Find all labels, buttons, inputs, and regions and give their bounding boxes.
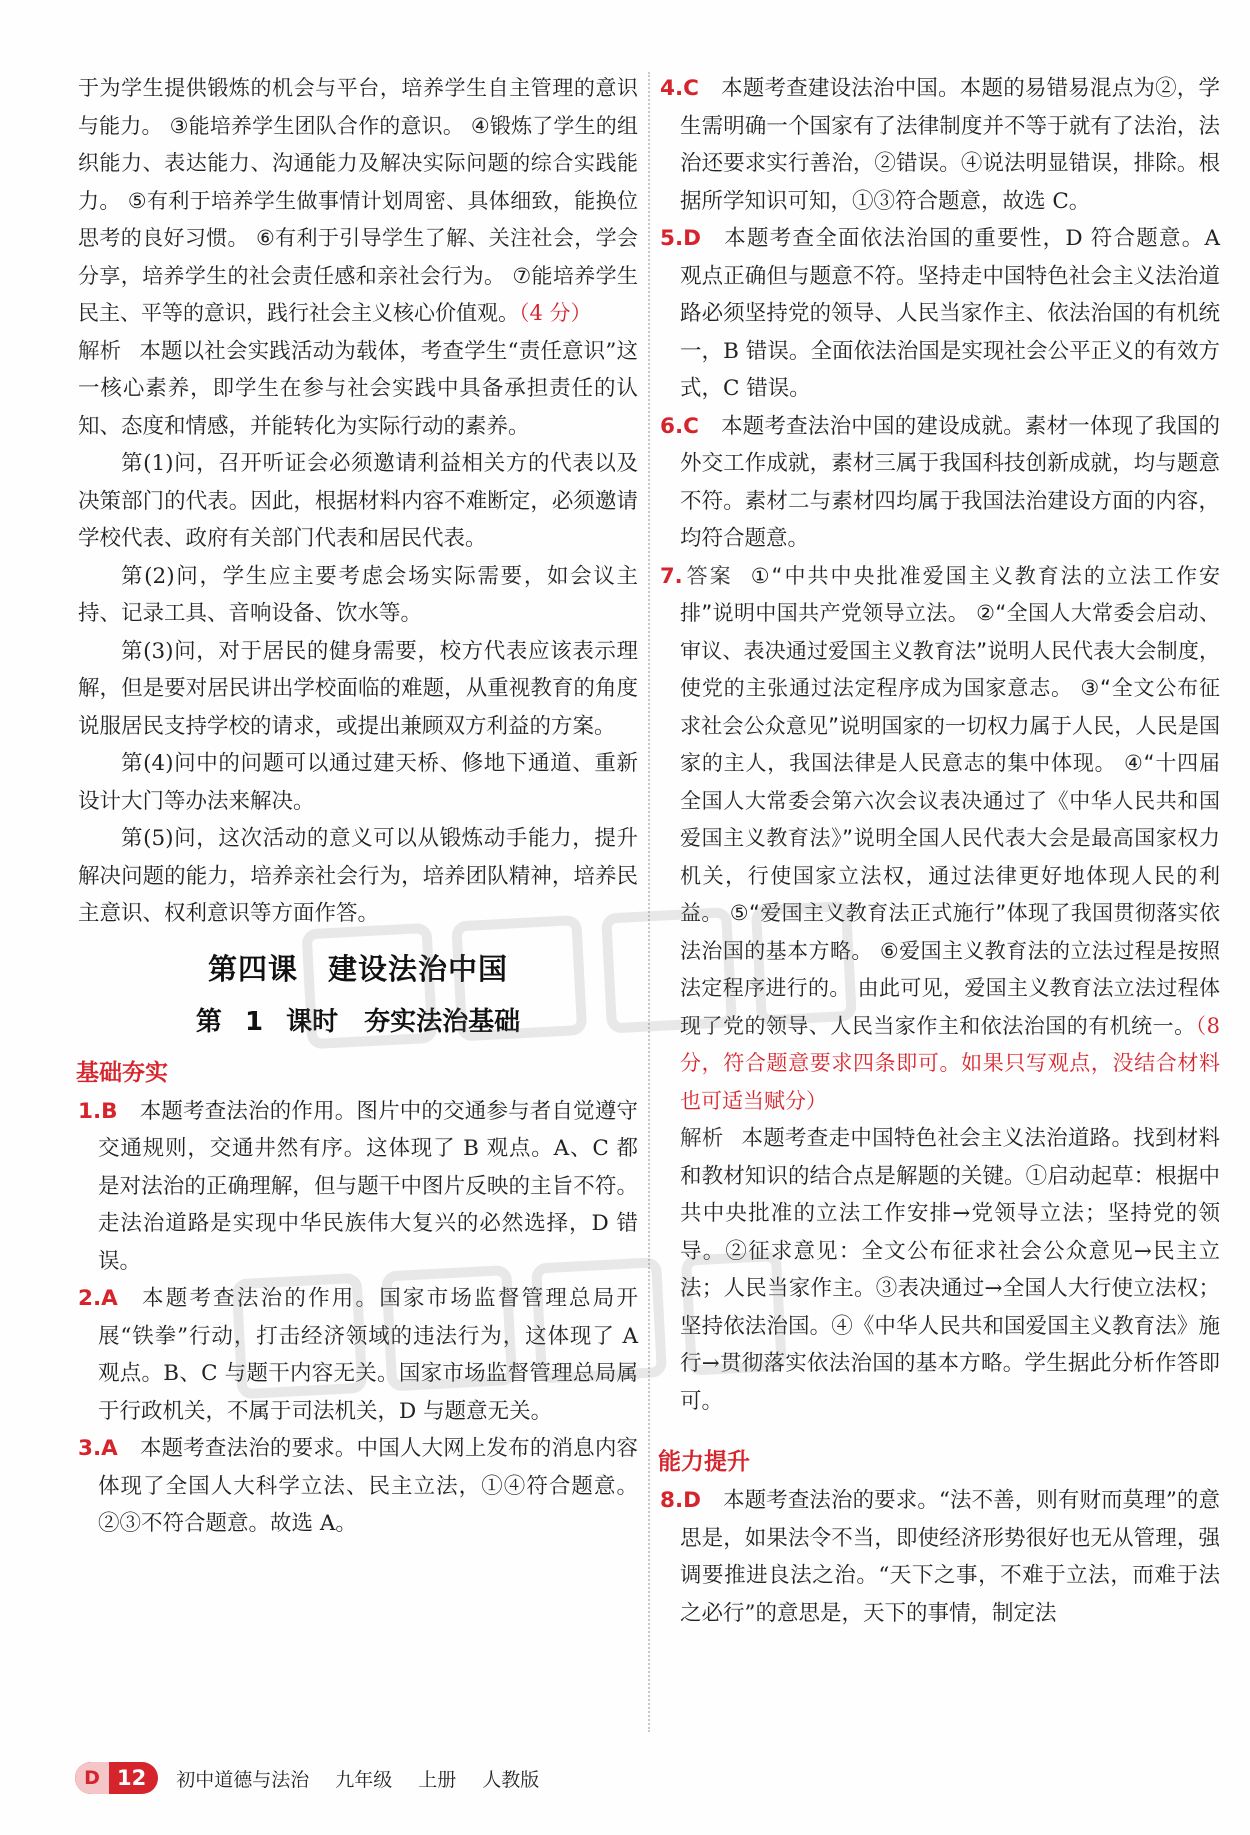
answer-item bbox=[660, 1482, 1220, 1632]
answer-number: 6.C bbox=[660, 413, 699, 439]
footer-subject: 初中道德与法治 bbox=[176, 1768, 310, 1791]
footer-volume: 上册 bbox=[418, 1768, 457, 1791]
sub-question-1: 第(1)问，召开听证会必须邀请利益相关方的代表以及决策部门的代表。因此，根据材料内容不难断定，必须邀请学校代表、政府有关部门代表和居民代表。 bbox=[78, 451, 638, 551]
page-number: 12 bbox=[117, 1766, 147, 1790]
answer-explanation: 本题考查法治的要求。中国人大网上发布的消息内容体现了全国人大科学立法、民主立法，①④符合题意。②③不符合题意。故选 A。 bbox=[98, 1436, 638, 1536]
answer-explanation: 本题考查法治的作用。图片中的交通参与者自觉遵守交通规则，交通井然有序。这体现了 B 观点。A、C 都是对法治的正确理解，但与题干中图片反映的主旨不符。走法治道路是实现中华民族伟大复兴的必然选择，D 错误。 bbox=[98, 1098, 638, 1274]
period-title: 第 1 课时 夯实法治基础 bbox=[195, 1006, 521, 1037]
answer-explanation: 本题考查法治的要求。“法不善，则有财而莫理”的意思是，如果法令不当，即使经济形势很好也无从管理，强调要推进良法之治。“天下之事，不难于立法，而难于法之必行”的意思是，天下的事情，制定法 bbox=[680, 1488, 1220, 1626]
column-divider bbox=[648, 72, 650, 1732]
answer-number: 5.D bbox=[660, 226, 701, 251]
analysis-label: 解析 bbox=[680, 1126, 724, 1151]
answer-explanation: 本题考查法治的作用。国家市场监督管理总局开展“铁拳”行动，打击经济领域的违法行为，这体现了 A 观点。B、C 与题干内容无关。国家市场监督管理总局属于行政机关，不属于司法机关，D 与题意无关。 bbox=[98, 1286, 638, 1424]
page-badge bbox=[75, 1762, 158, 1794]
right-column bbox=[660, 70, 1220, 1632]
answer-explanation: 本题考查建设法治中国。本题的易错易混点为②，学生需明确一个国家有了法律制度并不等于就有了法治，法治还要求实行善治，②错误。④说法明显错误，排除。根据所学知识可知，①③符合题意，故选 C。 bbox=[680, 76, 1220, 214]
analysis-label: 解析 bbox=[78, 338, 122, 364]
answer-continued bbox=[78, 70, 638, 333]
lesson-title: 第四课 建设法治中国 bbox=[207, 951, 508, 986]
left-column bbox=[78, 70, 638, 1543]
analysis-paragraph bbox=[660, 1120, 1220, 1420]
section-heading-basics: 基础夯实 bbox=[76, 1059, 168, 1086]
analysis-text: 本题考查走中国特色社会主义法治道路。找到材料和教材知识的结合点是解题的关键。①启动起草：根据中共中央批准的立法工作安排→党领导立法；坚持党的领导。②征求意见：全文公布征求社会公众意见→民主立法；人民当家作主。③表决通过→全国人大行使立法权；坚持依法治国。④《中华人民共和国爱国主义教育法》施行→贯彻落实依法治国的基本方略。学生据此分析作答即可。 bbox=[680, 1126, 1220, 1414]
sub-question-4: 第(4)问中的问题可以通过建天桥、修地下通道、重新设计大门等办法来解决。 bbox=[78, 751, 638, 814]
answer-text: ①“中共中央批准爱国主义教育法的立法工作安排”说明中国共产党领导立法。 ②“全国人大常委会启动、审议、表决通过爱国主义教育法”说明人民代表大会制度，使党的主张通过法定程序成为国家意志。 ③“全文公布征求社会公众意见”说明国家的一切权力属于人民，人民是国家的主人，我国法律是人民意志的集中体现。 ④“十四届全国人大常委会第六次会议表决通过了《中华人民共和国爱国主义教育法》”说明全国人民代表大会是最高国家权力机关，行使国家立法权，通过法律更好地体现人民的利益。 ⑤“爱国主义教育法正式施行”体现了我国贯彻落实依法治国的基本方略。 ⑥爱国主义教育法的立法过程是按照法定程序进行的。 由此可见，爱国主义教育法立法过程体现了党的领导、人民当家作主和依法治国的有机统一。 bbox=[680, 563, 1220, 1038]
score-note: （4 分） bbox=[519, 301, 592, 325]
answer-explanation: 本题考查全面依法治国的重要性，D 符合题意。A 观点正确但与题意不符。坚持走中国特色社会主义法治道路必须坚持党的领导、人民当家作主、依法治国的有机统一，B 错误。全面依法治国是实现社会公平正义的有效方式，C 错误。 bbox=[680, 226, 1220, 401]
badge-letter: D bbox=[75, 1762, 109, 1794]
analysis-text: 本题以社会实践活动为载体，考查学生“责任意识”这一核心素养，即学生在参与社会实践中具备承担责任的认知、态度和情感，并能转化为实际行动的素养。 bbox=[78, 338, 638, 439]
answer-item bbox=[78, 1093, 638, 1281]
sub-question-5: 第(5)问，这次活动的意义可以从锻炼动手能力，提升解决问题的能力，培养亲社会行为，培养团队精神，培养民主意识、权利意识等方面作答。 bbox=[78, 826, 638, 926]
answer-text: 于为学生提供锻炼的机会与平台，培养学生自主管理的意识与能力。 ③能培养学生团队合作的意识。 ④锻炼了学生的组织能力、表达能力、沟通能力及解决实际问题的综合实践能力。 ⑤有利于培养学生做事情计划周密、具体细致，能换位思考的良好习惯。 ⑥有利于引导学生了解、关注社会，学会分享，培养学生的社会责任感和亲社会行为。 ⑦能培养学生民主、平等的意识，践行社会主义核心价值观。 bbox=[78, 76, 638, 325]
footer-edition: 人教版 bbox=[482, 1768, 540, 1791]
answer-number: 1.B bbox=[78, 1098, 118, 1124]
analysis-paragraph bbox=[78, 333, 638, 446]
page-footer bbox=[75, 1760, 565, 1796]
answer-label: 答案 bbox=[684, 563, 733, 588]
answer-item bbox=[660, 220, 1220, 408]
sub-question-3: 第(3)问，对于居民的健身需要，校方代表应该表示理解，但是要对居民讲出学校面临的难题，从重视教育的角度说服居民支持学校的请求，或提出兼顾双方利益的方案。 bbox=[78, 638, 638, 739]
answer-number: 2.A bbox=[78, 1286, 118, 1311]
answer-item-7 bbox=[660, 558, 1220, 1121]
answer-number: 3.A bbox=[78, 1436, 118, 1461]
sub-question-2: 第(2)问，学生应主要考虑会场实际需要，如会议主持、记录工具、音响设备、饮水等。 bbox=[78, 563, 638, 626]
answer-number: 8.D bbox=[660, 1488, 701, 1513]
answer-item bbox=[78, 1280, 638, 1430]
answer-item bbox=[660, 408, 1220, 558]
answer-number: 4.C bbox=[660, 76, 699, 101]
footer-grade: 九年级 bbox=[335, 1768, 393, 1791]
answer-explanation: 本题考查法治中国的建设成就。素材一体现了我国的外交工作成就，素材三属于我国科技创新成就，均与题意不符。素材二与素材四均属于我国法治建设方面的内容，均符合题意。 bbox=[680, 413, 1220, 551]
answer-number: 7. bbox=[660, 563, 683, 588]
answer-item bbox=[660, 70, 1220, 220]
score-note: （8 分，符合题意要求四条即可。如果只写观点，没结合材料也可适当赋分） bbox=[680, 1013, 1220, 1113]
answer-item bbox=[78, 1430, 638, 1543]
section-heading-advanced: 能力提升 bbox=[658, 1449, 750, 1475]
